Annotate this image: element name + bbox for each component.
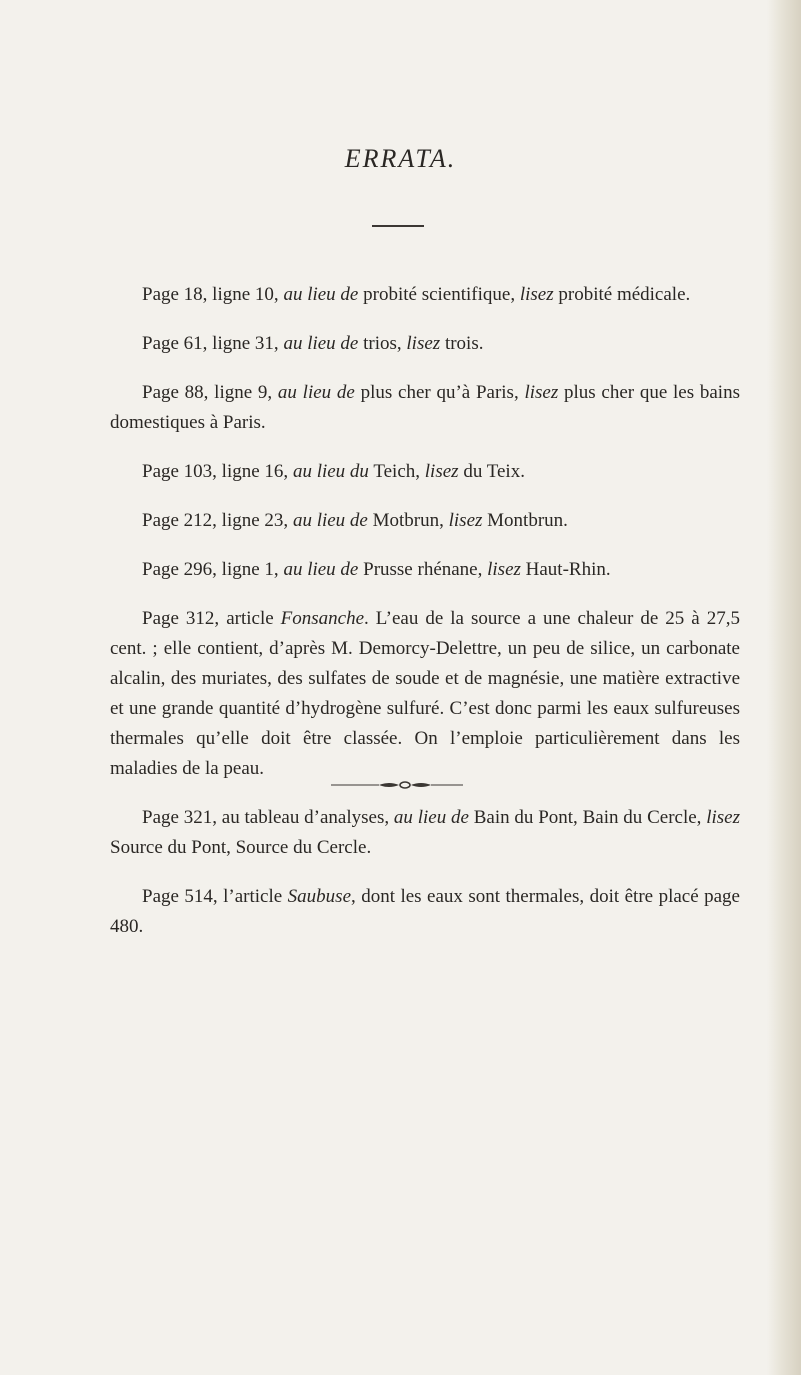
entry-text: probité médicale.	[553, 284, 691, 305]
entry-italic-text: lisez	[519, 284, 554, 305]
entry-text: Page 18, ligne 10,	[142, 284, 284, 305]
entry-text: Page 514, l’article	[142, 886, 288, 907]
title-divider	[372, 225, 424, 227]
entry-text: Haut-Rhin.	[520, 559, 611, 580]
errata-entry	[110, 555, 740, 585]
entry-italic-text: lisez	[524, 382, 559, 403]
entry-text: Page 296, ligne 1,	[142, 559, 284, 580]
entry-italic-text: au lieu de	[393, 807, 469, 828]
entry-italic-text: au lieu de	[283, 559, 359, 580]
entry-italic-text: au lieu de	[277, 382, 355, 403]
errata-entry	[110, 457, 740, 487]
entry-italic-text: au lieu de	[292, 510, 368, 531]
entry-italic-text: lisez	[406, 333, 441, 354]
errata-entry	[110, 378, 740, 438]
entry-text: plus cher qu’à Paris,	[354, 382, 525, 403]
entry-italic-text: lisez	[448, 510, 483, 531]
entry-italic-text: lisez	[424, 461, 459, 482]
errata-entry	[110, 803, 740, 863]
entry-text: Motbrun,	[367, 510, 449, 531]
entry-text: Page 103, ligne 16,	[142, 461, 293, 482]
entry-italic-text: au lieu du	[292, 461, 369, 482]
errata-entry	[110, 506, 740, 536]
entry-italic-text: au lieu de	[283, 284, 359, 305]
entry-text: Prusse rhénane,	[358, 559, 488, 580]
errata-entry	[110, 882, 740, 942]
entry-text: Teich,	[368, 461, 425, 482]
entry-text: Page 61, ligne 31,	[142, 333, 284, 354]
page-edge-shadow	[767, 0, 801, 1375]
errata-list	[110, 280, 740, 961]
entry-text: Source du Pont, Source du Cercle.	[110, 837, 372, 858]
errata-entry	[110, 329, 740, 359]
entry-text: trios,	[358, 333, 407, 354]
entry-text: Page 321, au tableau d’analyses,	[142, 807, 394, 828]
entry-text: Page 312, article	[142, 608, 281, 629]
entry-italic-text: au lieu de	[283, 333, 359, 354]
entry-text: probité scientifique,	[358, 284, 520, 305]
entry-text: . L’eau de la source a une chaleur de 25 à 27,5 cent. ; elle contient, d’après M. Demorcy-Delettre, un peu de silice, un carbonate alcalin, des muriates, des sulfates de soude et de magnésie, une matière extractive et une grande quantité d’hydrogène sulfuré. C’est donc parmi les eaux sulfureuses thermales qu’elle doit être classée. On l’emploie particulièrement dans les maladies de la peau.	[110, 608, 740, 779]
entry-italic-text: Fonsanche	[280, 608, 365, 629]
entry-text: plus cher que les bains domestiques à Paris.	[110, 382, 740, 433]
entry-text: Page 212, ligne 23,	[142, 510, 293, 531]
end-ornament	[331, 778, 463, 792]
entry-italic-text: Saubuse	[287, 886, 351, 907]
entry-italic-text: lisez	[706, 807, 740, 828]
errata-entry	[110, 280, 740, 310]
entry-text: Page 88, ligne 9,	[142, 382, 278, 403]
errata-entry	[110, 604, 740, 784]
entry-italic-text: lisez	[487, 559, 521, 580]
entry-text: , dont les eaux sont thermales, doit être placé page 480.	[110, 886, 740, 937]
entry-text: trois.	[440, 333, 484, 354]
entry-text: du Teix.	[458, 461, 525, 482]
page-title: ERRATA.	[344, 144, 457, 173]
entry-text: Montbrun.	[482, 510, 568, 531]
entry-text: Bain du Pont, Bain du Cercle,	[468, 807, 707, 828]
